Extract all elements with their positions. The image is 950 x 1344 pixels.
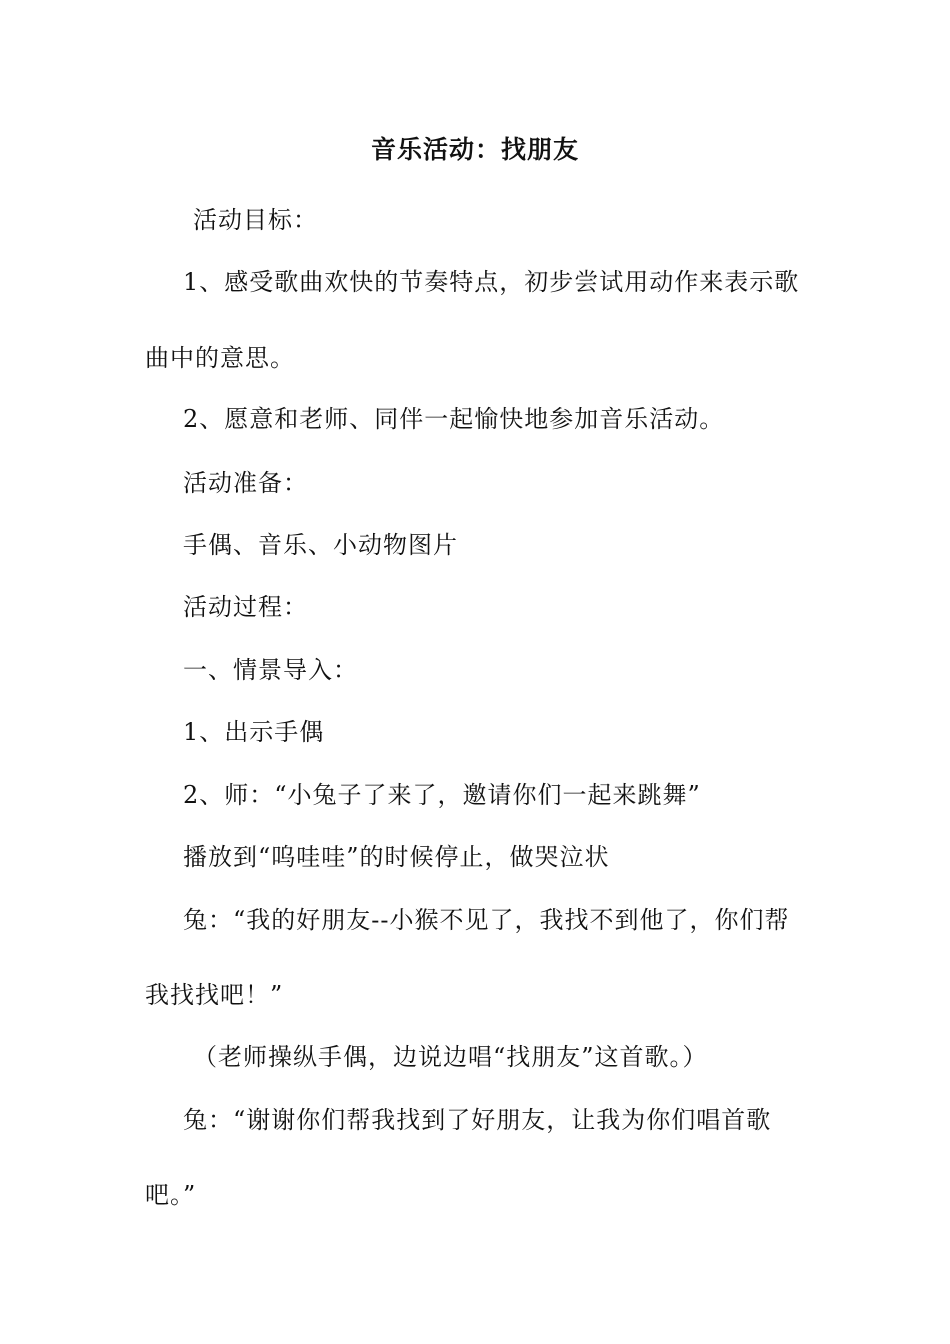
paragraph-goal-1-continued: 曲中的意思。 <box>145 344 295 372</box>
paragraph-materials: 手偶、音乐、小动物图片 <box>183 531 458 559</box>
paragraph-rabbit-speech-1-continued: 我找找吧！” <box>145 981 284 1009</box>
paragraph-rabbit-speech-1: 兔：“我的好朋友--小猴不见了，我找不到他了，你们帮 <box>183 906 790 934</box>
paragraph-rabbit-speech-2: 兔：“谢谢你们帮我找到了好朋友，让我为你们唱首歌 <box>183 1106 772 1134</box>
paragraph-step-intro: 一、情景导入： <box>183 656 358 684</box>
paragraph-step-2: 2、师：“小兔子了来了，邀请你们一起来跳舞” <box>183 781 701 809</box>
section-heading-preparation: 活动准备： <box>183 469 308 497</box>
paragraph-teacher-note: （老师操纵手偶，边说边唱“找朋友”这首歌。） <box>193 1043 708 1071</box>
document-title: 音乐活动：找朋友 <box>370 135 579 164</box>
paragraph-step-1: 1、出示手偶 <box>183 718 325 746</box>
paragraph-goal-2: 2、愿意和老师、同伴一起愉快地参加音乐活动。 <box>183 405 725 433</box>
section-heading-goals: 活动目标： <box>193 206 318 234</box>
section-heading-process: 活动过程： <box>183 593 308 621</box>
paragraph-rabbit-speech-2-continued: 吧。” <box>145 1181 197 1209</box>
paragraph-goal-1: 1、感受歌曲欢快的节奏特点，初步尝试用动作来表示歌 <box>183 268 800 296</box>
paragraph-play-music: 播放到“呜哇哇”的时候停止，做哭泣状 <box>183 843 610 871</box>
